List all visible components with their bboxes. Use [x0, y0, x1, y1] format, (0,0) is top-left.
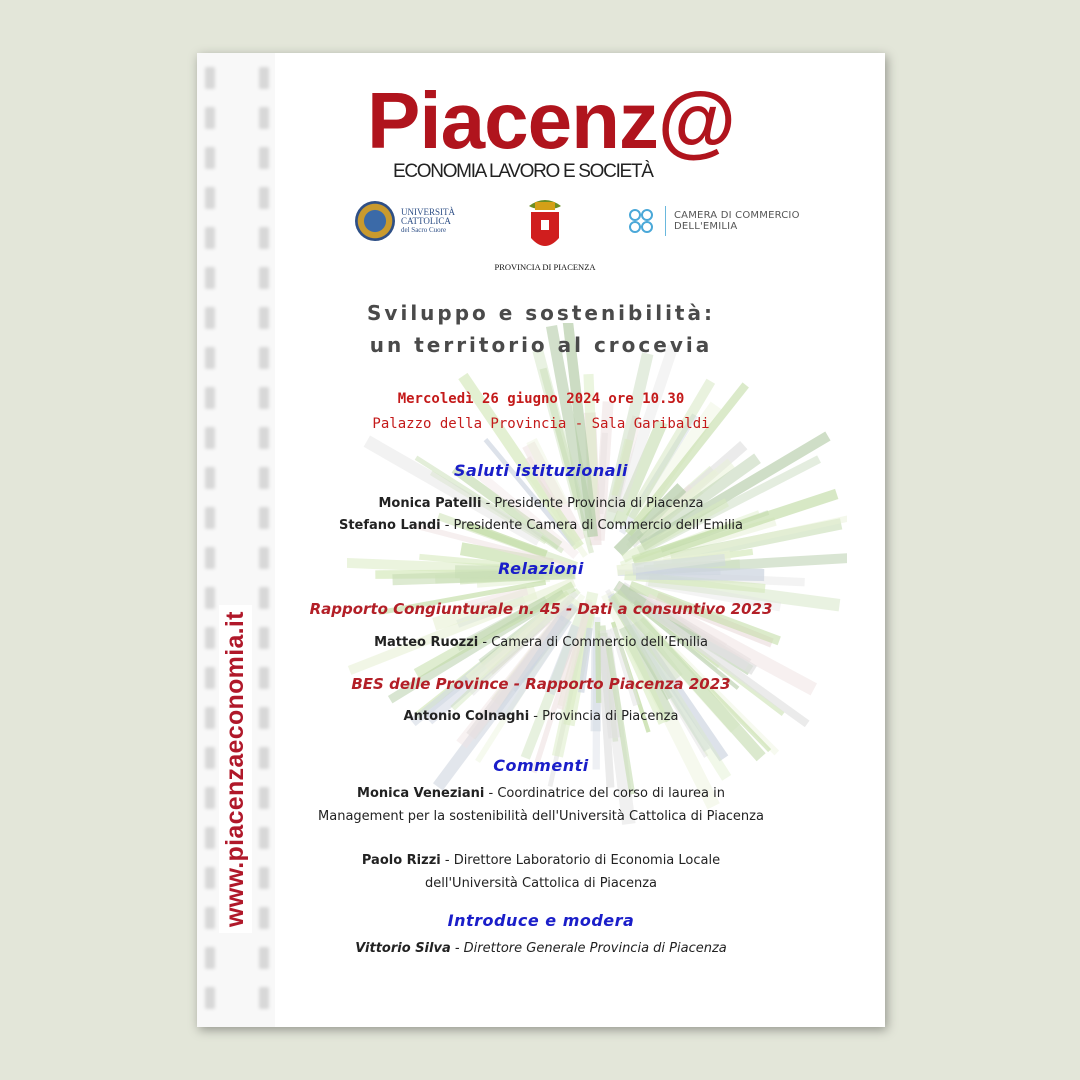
speaker-role: - Presidente Camera di Commercio dell’Emilia	[440, 518, 744, 533]
film-strip-hole	[205, 187, 215, 209]
film-strip-hole	[205, 227, 215, 249]
greeting-row	[197, 493, 885, 516]
film-strip-hole	[205, 987, 215, 1009]
unicatt-line3: del Sacro Cuore	[401, 225, 447, 234]
comment2-role-continued: dell'Università Cattolica di Piacenza	[425, 876, 657, 891]
film-strip-hole	[205, 147, 215, 169]
university-seal-icon	[355, 201, 395, 241]
speaker-role: - Provincia di Piacenza	[529, 709, 679, 724]
event-venue: Palazzo della Provincia - Sala Garibaldi	[372, 416, 710, 432]
film-strip-hole	[259, 987, 269, 1009]
speaker-name: Matteo Ruozzi	[374, 635, 479, 650]
film-strip-hole	[205, 67, 215, 89]
unicatt-line1: UNIVERSITÀ	[401, 206, 455, 217]
comment1-role-continued: Management per la sostenibilità dell'Università Cattolica di Piacenza	[318, 809, 764, 824]
event-date: Mercoledì 26 giugno 2024 ore 10.30	[397, 391, 685, 407]
speaker-role: - Direttore Laboratorio di Economia Locale	[440, 853, 721, 868]
comment1-speaker	[197, 783, 885, 806]
film-strip-hole	[259, 147, 269, 169]
speaker-name: Monica Patelli	[378, 496, 482, 511]
film-strip-hole	[259, 827, 269, 849]
comments-heading: Commenti	[493, 756, 589, 775]
cciaa-line1: CAMERA DI COMMERCIO	[674, 209, 800, 221]
moderator-heading: Introduce e modera	[447, 911, 635, 930]
moderator-role: - Direttore Generale Provincia di Piacenza	[450, 941, 727, 956]
website-url[interactable]: www.piacenzaeconomia.it	[219, 605, 252, 933]
event-flyer	[197, 53, 885, 1027]
event-title-line2: un territorio al crocevia	[369, 333, 713, 357]
brand-logo: Piacenz@	[367, 76, 735, 165]
speaker-name: Antonio Colnaghi	[403, 709, 530, 724]
comment2-speaker	[197, 850, 885, 873]
province-coat-of-arms-icon	[525, 196, 565, 254]
provincia-label: PROVINCIA DI PIACENZA	[494, 262, 596, 272]
film-strip-hole	[259, 67, 269, 89]
moderator-row	[197, 938, 885, 961]
talk2-speaker	[197, 706, 885, 729]
cciaa-logo	[625, 205, 800, 237]
film-strip-hole	[205, 107, 215, 129]
unicatt-line2: CATTOLICA	[401, 216, 451, 227]
film-strip-hole	[259, 107, 269, 129]
event-title-line1: Sviluppo e sostenibilità:	[367, 301, 715, 325]
talk2-title: BES delle Province - Rapporto Piacenza 2023	[351, 675, 731, 693]
film-strip-hole	[205, 827, 215, 849]
brand-subtitle: ECONOMIA LAVORO E SOCIETÀ	[393, 161, 653, 182]
speaker-role: - Camera di Commercio dell’Emilia	[478, 635, 708, 650]
chamber-of-commerce-icon	[625, 205, 657, 237]
film-strip-hole	[205, 267, 215, 289]
film-strip-hole	[259, 267, 269, 289]
talks-heading: Relazioni	[498, 559, 584, 578]
cciaa-line2: DELL'EMILIA	[674, 221, 738, 232]
provincia-logo	[487, 196, 603, 272]
film-strip-hole	[259, 187, 269, 209]
speaker-role: - Coordinatrice del corso di laurea in	[484, 786, 725, 801]
moderator-name: Vittorio Silva	[355, 941, 451, 956]
greetings-heading: Saluti istituzionali	[453, 461, 629, 480]
unicatt-logo	[355, 201, 455, 241]
speaker-role: - Presidente Provincia di Piacenza	[481, 496, 704, 511]
speaker-name: Paolo Rizzi	[361, 853, 441, 868]
talk1-title: Rapporto Congiunturale n. 45 - Dati a consuntivo 2023	[309, 600, 773, 618]
film-strip-hole	[259, 227, 269, 249]
speaker-name: Stefano Landi	[338, 518, 441, 533]
speaker-name: Monica Veneziani	[357, 786, 485, 801]
greeting-row	[197, 515, 885, 538]
event-title	[197, 297, 885, 361]
talk1-speaker	[197, 632, 885, 655]
